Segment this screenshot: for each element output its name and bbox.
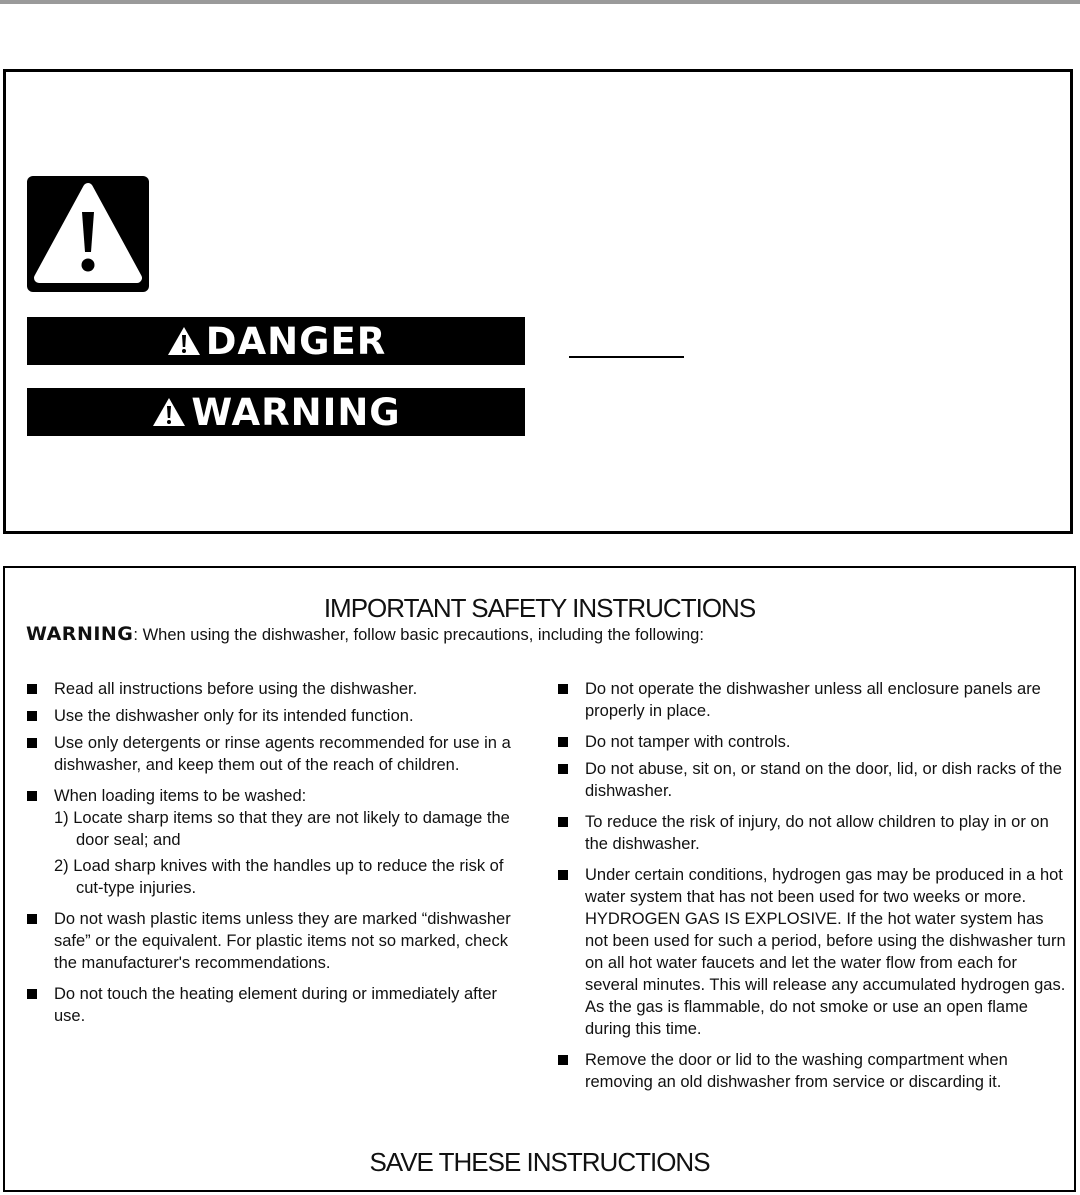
list-item [558,758,1068,802]
right-instructions-column [558,678,1068,1098]
list-item-text: To reduce the risk of injury, do not allow children to play in or on the dishwasher. [585,813,1049,853]
sub-item-text: 1) Locate sharp items so that they are not likely to damage the door seal; and [54,809,510,849]
square-bullet-icon [558,764,568,774]
list-item [558,678,1068,722]
danger-signal-bar [27,317,525,365]
square-bullet-icon [27,989,37,999]
warning-word: WARNING [26,623,134,645]
list-item-text: Use only detergents or rinse agents recommended for use in a dishwasher, and keep them out of the reach of children. [54,734,511,774]
square-bullet-icon [558,817,568,827]
list-item [27,983,527,1027]
list-item-text: Remove the door or lid to the washing compartment when removing an old dishwasher from service or discarding it. [585,1051,1008,1091]
square-bullet-icon [27,914,37,924]
warning-signal-bar [27,388,525,436]
sub-item-text: 2) Load sharp knives with the handles up to reduce the risk of cut-type injuries. [54,857,504,897]
list-item-text: Use the dishwasher only for its intended function. [54,707,414,725]
list-item [27,785,527,899]
square-bullet-icon [558,737,568,747]
underline-mark [569,356,684,358]
warning-intro [26,623,704,645]
list-item-text: Do not abuse, sit on, or stand on the door, lid, or dish racks of the dishwasher. [585,760,1062,800]
list-item-text: Do not touch the heating element during or immediately after use. [54,985,498,1025]
list-item [27,705,527,727]
safety-symbols-panel [3,69,1073,534]
list-item-text: Do not tamper with controls. [585,733,791,751]
list-item-text: Do not operate the dishwasher unless all enclosure panels are properly in place. [585,680,1041,720]
list-item [27,908,527,974]
danger-label: DANGER [205,319,387,363]
list-item [558,864,1068,1040]
alert-triangle-icon [151,396,187,428]
alert-triangle-icon [166,325,202,357]
list-item [558,1049,1068,1093]
safety-instructions-panel [3,566,1076,1192]
square-bullet-icon [27,738,37,748]
list-item-text: When loading items to be washed: [54,787,307,805]
list-item [558,731,1068,753]
warning-label: WARNING [191,390,401,434]
top-rule [0,0,1080,4]
list-item-text: Do not wash plastic items unless they are marked “dishwasher safe” or the equivalent. For plastic items not so marked, check the manufacturer's recommendations. [54,910,511,972]
square-bullet-icon [558,684,568,694]
list-item-text: Under certain conditions, hydrogen gas may be produced in a hot water system that has not been used for two weeks or more. HYDROGEN GAS IS EXPLOSIVE. If the hot water system has not been used for such a period, before using the dishwasher turn on all hot water faucets and let the water flow from each for several minutes. This will release any accumulated hydrogen gas. As the gas is flammable, do not smoke or use an open flame during this time. [585,866,1066,1038]
list-item [558,811,1068,855]
exclamation-triangle-icon [27,176,149,292]
square-bullet-icon [27,684,37,694]
warning-intro-text: : When using the dishwasher, follow basic precautions, including the following: [133,626,704,644]
square-bullet-icon [27,791,37,801]
square-bullet-icon [27,711,37,721]
instructions-title: IMPORTANT SAFETY INSTRUCTIONS [323,593,756,623]
list-item [27,678,527,700]
left-instructions-column [27,678,527,1032]
square-bullet-icon [558,870,568,880]
square-bullet-icon [558,1055,568,1065]
list-item-text: Read all instructions before using the dishwasher. [54,680,418,698]
save-instructions-footer: SAVE THESE INSTRUCTIONS [369,1147,710,1177]
list-item [27,732,527,776]
